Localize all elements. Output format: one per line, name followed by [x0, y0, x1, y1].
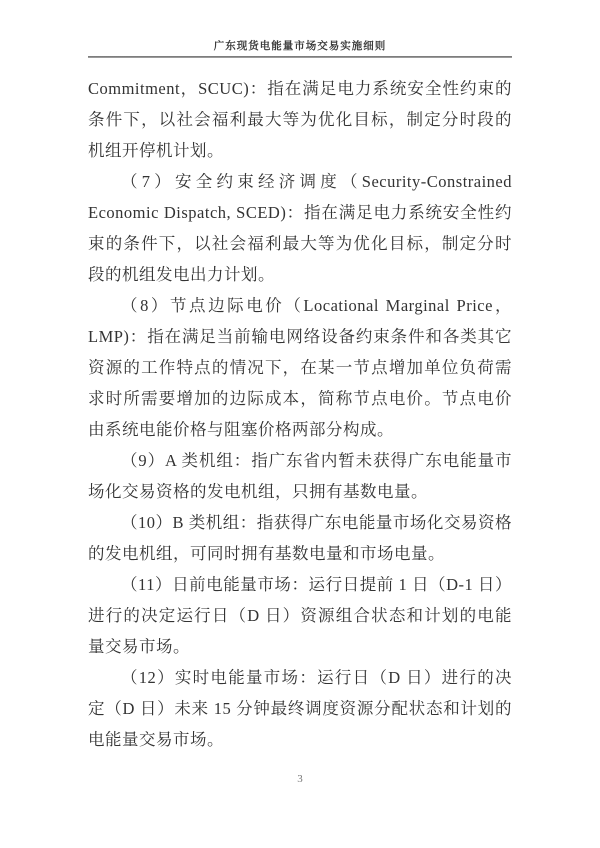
- document-body: [88, 73, 512, 755]
- body-paragraph: （9）A 类机组：指广东省内暂未获得广东电能量市场化交易资格的发电机组，只拥有基数电量。: [88, 451, 512, 501]
- page-number: 3: [297, 773, 303, 785]
- body-paragraph: （11）日前电能量市场：运行日提前 1 日（D-1 日）进行的决定运行日（D 日）资源组合状态和计划的电能量交易市场。: [88, 575, 512, 656]
- body-paragraph: （8）节点边际电价（Locational Marginal Price，LMP)：指在满足当前输电网络设备约束条件和各类其它资源的工作特点的情况下，在某一节点增加单位负荷需求时所需要增加的边际成本，简称节点电价。节点电价由系统电能价格与阻塞价格两部分构成。: [88, 296, 512, 439]
- body-paragraph: Commitment，SCUC)：指在满足电力系统安全性约束的条件下，以社会福利最大等为优化目标，制定分时段的机组开停机计划。: [88, 79, 512, 160]
- running-header-title: 广东现货电能量市场交易实施细则: [213, 40, 387, 52]
- body-paragraph: （10）B 类机组：指获得广东电能量市场化交易资格的发电机组，可同时拥有基数电量和市场电量。: [88, 513, 512, 563]
- header-rule: [88, 56, 512, 58]
- body-paragraph: （7）安全约束经济调度（Security-Constrained Economic Dispatch, SCED)：指在满足电力系统安全性约束的条件下，以社会福利最大等为优化目标，制定分时段的机组发电出力计划。: [88, 172, 512, 284]
- body-paragraph: （12）实时电能量市场：运行日（D 日）进行的决定（D 日）未来 15 分钟最终调度资源分配状态和计划的电能量交易市场。: [88, 668, 512, 749]
